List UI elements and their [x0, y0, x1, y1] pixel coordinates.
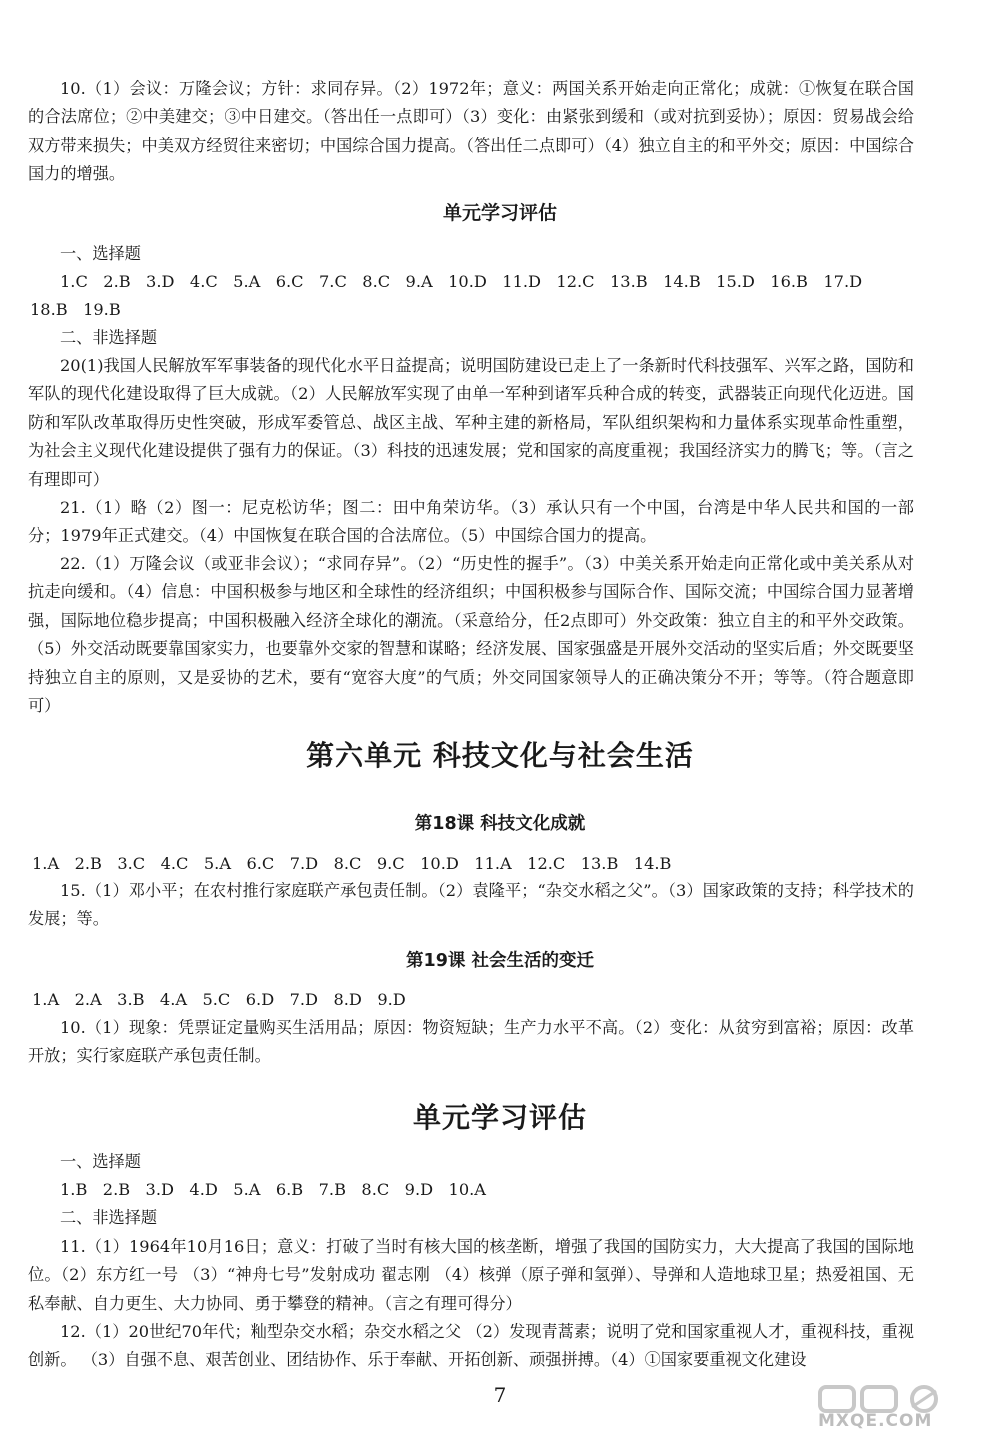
lesson19-answers: 1.A 2.A 3.B 4.A 5.C 6.D 7.D 8.D 9.D — [32, 990, 406, 1009]
eval1-answers-line2: 18.B 19.B — [30, 300, 121, 319]
section-a-q10: 10.（1）会议：万隆会议；方针：求同存异。（2）1972年；意义：两国关系开始走向正常化；成就：①恢复在联合国的合法席位；②中美建交；③中日建交。（答出任一点即可）（3）变化：由紧张到缓和（或对抗到妥协）；原因：贸易战会给双方带来损失；中美双方经贸往来密切；中国综合国力提高。（答出任二点即可）（4）独立自主的和平外交；原因：中国综合国力的增强。 — [28, 79, 914, 184]
unit-eval-title-1: 单元学习评估 — [442, 202, 557, 224]
eval1-answers-line1: 1.C 2.B 3.D 4.C 5.A 6.C 7.C 8.C 9.A 10.D 11.D 12.C 13.B 14.B 15.D 16.B 17.D — [60, 272, 863, 291]
eval1-q22: 22.（1）万隆会议（或亚非会议）；“求同存异”。（2）“历史性的握手”。（3）中美关系开始走向正常化或中美关系从对抗走向缓和。（4）信息：中国积极参与地区和全球性的经济组织；中国积极参与国际合作、国际交流；中国综合国力显著增强，国际地位稳步提高；中国积极融入经济全球化的潮流。（采意给分，任2点即可）外交政策：独立自主的和平外交政策。（5）外交活动既要靠国家实力，也要靠外交家的智慧和谋略；经济发展、国家强盛是开展外交活动的坚实后盾；外交既要坚持独立自主的原则，又是妥协的艺术，要有“宽容大度”的气质；外交同国家领导人的正确决策分不开；等等。（符合题意即可） — [28, 554, 914, 716]
eval2-q12: 12.（1）20世纪70年代；籼型杂交水稻；杂交水稻之父 （2）发现青蒿素；说明了党和国家重视人才，重视科技，重视创新。 （3）自强不息、艰苦创业、团结协作、乐于奉献、开拓创新、顽强拼搏。（4）①国家要重视文化建设 — [28, 1322, 914, 1370]
lesson18-answers: 1.A 2.B 3.C 4.C 5.A 6.C 7.D 8.C 9.C 10.D 11.A 12.C 13.B 14.B — [32, 854, 672, 873]
eval2-choice-heading: 一、选择题 — [60, 1152, 141, 1171]
lesson18-title: 第18课 科技文化成就 — [414, 814, 586, 834]
watermark-logo-icon — [790, 1385, 990, 1413]
unit6-title: 第六单元 科技文化与社会生活 — [306, 739, 694, 772]
eval2-answers: 1.B 2.B 3.D 4.D 5.A 6.B 7.B 8.C 9.D 10.A — [60, 1180, 486, 1199]
page-number: 7 — [493, 1383, 507, 1407]
eval1-nonchoice-heading: 二、非选择题 — [60, 328, 158, 347]
eval1-q20: 20(1)我国人民解放军军事装备的现代化水平日益提高；说明国防建设已走上了一条新时代科技强军、兴军之路，国防和军队的现代化建设取得了巨大成就。（2）人民解放军实现了由单一军种到诸军兵种合成的转变，武器装正向现代化迈进。国防和军队改革取得历史性突破，形成军委管总、战区主战、军种主建的新格局，军队组织架构和力量体系实现革命性重塑，为社会主义现代化建设提供了强有力的保证。（3）科技的迅速发展；党和国家的高度重视；我国经济实力的腾飞；等。（言之有理即可） — [28, 356, 914, 489]
lesson18-q15: 15.（1）邓小平；在农村推行家庭联产承包责任制。（2）袁隆平；“杂交水稻之父”。（3）国家政策的支持；科学技术的发展；等。 — [28, 881, 914, 929]
watermark-text: MXQE.COM — [818, 1411, 933, 1431]
lesson19-q10: 10.（1）现象：凭票证定量购买生活用品；原因：物资短缺；生产力水平不高。（2）变化：从贫穷到富裕；原因：改革开放；实行家庭联产承包责任制。 — [28, 1018, 914, 1066]
watermark — [790, 1385, 990, 1431]
eval2-q11: 11.（1）1964年10月16日；意义：打破了当时有核大国的核垄断，增强了我国的国防实力，大大提高了我国的国际地位。（2）东方红一号 （3）“神舟七号”发射成功 翟志刚 （4）核弹（原子弹和氢弹）、导弹和人造地球卫星；热爱祖国、无私奉献、自力更生、大力协同、勇于攀登的精神。（言之有理可得分） — [28, 1237, 914, 1313]
eval2-nonchoice-heading: 二、非选择题 — [60, 1208, 158, 1227]
lesson19-title: 第19课 社会生活的变迁 — [406, 951, 594, 971]
eval1-q21: 21.（1）略（2）图一：尼克松访华；图二：田中角荣访华。（3）承认只有一个中国，台湾是中华人民共和国的一部分；1979年正式建交。（4）中国恢复在联合国的合法席位。（5）中国综合国力的提高。 — [28, 498, 914, 546]
unit-eval-title-2: 单元学习评估 — [412, 1101, 587, 1134]
eval1-choice-heading: 一、选择题 — [60, 244, 141, 263]
